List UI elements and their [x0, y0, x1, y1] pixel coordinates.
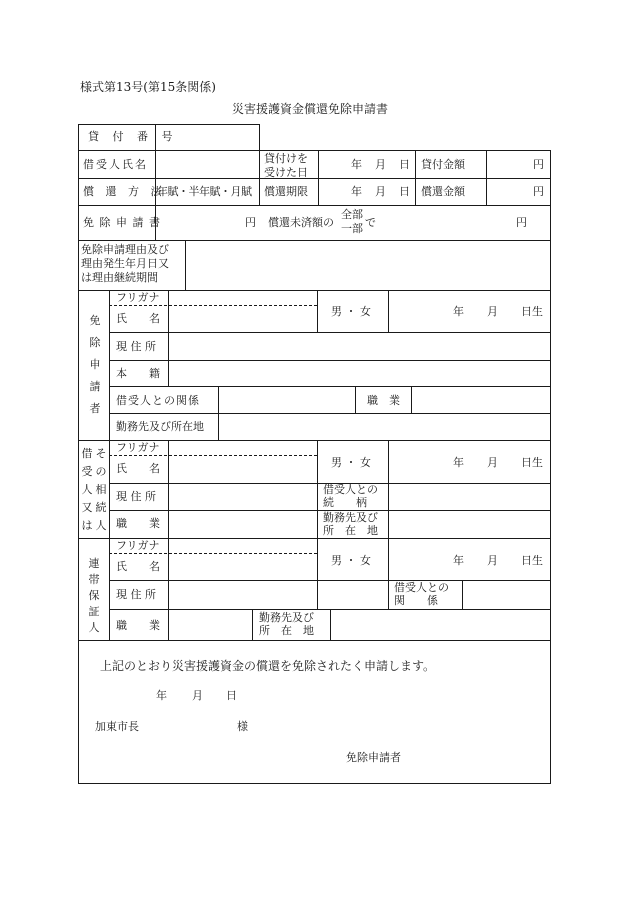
applicant-birth-year: 年: [453, 305, 464, 318]
successor-workplace-field[interactable]: [389, 511, 550, 538]
guarantor-gender: 男 ・ 女: [331, 554, 371, 567]
successor-occupation-field[interactable]: [169, 511, 317, 538]
loan-number-label: 貸 付 番 号: [88, 130, 178, 143]
unpaid-yen: 円: [516, 216, 527, 229]
guarantor-workplace-line-2: 所 在 地: [259, 624, 314, 637]
borrower-name-field[interactable]: [156, 151, 259, 178]
applicant-workplace-label: 勤務先及び所在地: [116, 420, 204, 433]
repay-method-label: 償 還 方 法: [83, 185, 166, 198]
guarantor-furigana-label: フリガナ: [116, 539, 160, 552]
successor-birth-field[interactable]: [389, 441, 550, 483]
successor-workplace-line-1: 勤務先及び: [323, 511, 378, 524]
date-day: 日: [226, 689, 237, 702]
de-suffix: で: [365, 216, 376, 229]
successor-relation-field[interactable]: [389, 484, 550, 510]
unpaid-label: 償還未済額の: [268, 216, 334, 229]
guarantor-workplace-field[interactable]: [331, 610, 550, 640]
applicant-birth-month: 月: [487, 305, 498, 318]
loan-number-field[interactable]: [156, 125, 259, 150]
guarantor-name-field[interactable]: [169, 539, 317, 580]
applicant-name-label: 氏 名: [116, 312, 160, 325]
successor-birth-year: 年: [453, 456, 464, 469]
sama-suffix: 様: [237, 720, 248, 733]
guarantor-birth-day: 日生: [521, 554, 543, 567]
reason-line-2: 理由発生年月日又: [81, 257, 169, 270]
successor-name-label: 氏 名: [116, 462, 160, 475]
guarantor-occupation-field[interactable]: [169, 610, 252, 640]
all-option: 全部: [341, 208, 363, 221]
page-title: 災害援護資金償還免除申請書: [232, 102, 389, 116]
guarantor-workplace-line-1: 勤務先及び: [259, 611, 314, 624]
guarantor-name-label: 氏 名: [116, 560, 160, 573]
repay-deadline-field[interactable]: [319, 179, 415, 205]
loan-date-field[interactable]: [319, 151, 415, 178]
successor-birth-day: 日生: [521, 456, 543, 469]
successor-side-label-col-1: 借受人又は: [81, 447, 93, 532]
repay-amount-label: 償還金額: [421, 185, 465, 198]
applicant-name-field[interactable]: [169, 291, 317, 332]
successor-birth-month: 月: [487, 456, 498, 469]
guarantor-address-field[interactable]: [169, 581, 388, 609]
borrower-name-label: 借受人氏名: [83, 158, 148, 171]
successor-workplace-label: [323, 511, 378, 537]
reason-line-3: は理由継続期間: [81, 271, 158, 284]
loan-amount-field[interactable]: [487, 151, 550, 178]
successor-relation-line-1: 借受人との: [323, 483, 378, 496]
guarantor-birth-field[interactable]: [389, 539, 550, 580]
exemption-amount-yen: 円: [245, 216, 256, 229]
guarantor-birth-year: 年: [453, 554, 464, 567]
loan-date-day: 日: [399, 158, 410, 171]
successor-name-field[interactable]: [169, 441, 317, 483]
loan-date-label: [264, 152, 308, 180]
repay-method-value: 年賦・半年賦・月賦: [157, 185, 252, 198]
footer-applicant-signature-field[interactable]: [410, 746, 540, 768]
successor-gender: 男 ・ 女: [331, 456, 371, 469]
loan-date-year: 年: [351, 158, 362, 171]
reason-field[interactable]: [186, 241, 550, 290]
successor-address-field[interactable]: [169, 484, 317, 510]
successor-occupation-label: 職 業: [116, 517, 160, 530]
guarantor-relation-line-2: 関 係: [394, 594, 438, 607]
successor-relation-line-2: 続 柄: [323, 496, 367, 509]
successor-workplace-line-2: 所 在 地: [323, 524, 378, 537]
loan-amount-label: 貸付金額: [421, 158, 465, 171]
exemption-amount-field[interactable]: [156, 206, 550, 240]
applicant-gender: 男 ・ 女: [331, 305, 371, 318]
successor-side-label-col-2: その相続人: [95, 447, 107, 532]
applicant-relation-label: 借受人との関係: [116, 394, 200, 407]
guarantor-relation-line-1: 借受人との: [394, 581, 449, 594]
applicant-domicile-label: 本 籍: [116, 367, 160, 380]
applicant-occupation-label: 職 業: [367, 394, 400, 407]
repay-amount-yen: 円: [533, 185, 544, 198]
guarantor-relation-field[interactable]: [463, 581, 550, 609]
guarantor-workplace-label: [259, 611, 314, 637]
date-year: 年: [156, 689, 167, 702]
successor-furigana-label: フリガナ: [116, 441, 160, 454]
applicant-domicile-field[interactable]: [169, 361, 550, 386]
applicant-occupation-field[interactable]: [412, 387, 550, 413]
repay-deadline-label: 償還期限: [264, 185, 308, 198]
applicant-workplace-field[interactable]: [219, 414, 550, 440]
applicant-relation-field[interactable]: [219, 387, 355, 413]
reason-line-1: 免除申請理由及び: [81, 243, 169, 256]
footer-applicant-label: 免除申請者: [346, 751, 401, 764]
date-month: 月: [192, 689, 203, 702]
repay-deadline-day: 日: [399, 185, 410, 198]
exemption-amount-label: 免 除 申 請 書: [83, 216, 161, 229]
loan-date-label-line-2: 受けた日: [264, 166, 308, 179]
guarantor-address-label: 現 住 所: [116, 588, 156, 601]
repay-deadline-year: 年: [351, 185, 362, 198]
mayor-label: 加東市長: [95, 720, 139, 733]
repay-deadline-month: 月: [375, 185, 386, 198]
applicant-address-label: 現 住 所: [116, 340, 156, 353]
applicant-furigana-label: フリガナ: [116, 291, 160, 304]
guarantor-birth-month: 月: [487, 554, 498, 567]
part-option: 一部: [341, 222, 363, 235]
loan-date-month: 月: [375, 158, 386, 171]
repay-amount-field[interactable]: [487, 179, 550, 205]
applicant-birth-day: 日生: [521, 305, 543, 318]
successor-address-label: 現 住 所: [116, 490, 156, 503]
loan-amount-yen: 円: [533, 158, 544, 171]
guarantor-occupation-label: 職 業: [116, 619, 160, 632]
date-line[interactable]: [150, 688, 250, 704]
statement-text: 上記のとおり災害援護資金の償還を免除されたく申請します。: [100, 659, 436, 673]
guarantor-relation-label: [394, 581, 449, 607]
reason-label: [81, 243, 169, 285]
guarantor-side-label: 連帯保証人: [88, 557, 100, 634]
successor-relation-label: [323, 483, 378, 509]
form-number: 様式第13号(第15条関係): [80, 80, 216, 94]
applicant-side-label: 免除申請者: [89, 314, 101, 415]
loan-date-label-line-1: 貸付けを: [264, 152, 308, 165]
applicant-address-field[interactable]: [169, 333, 550, 360]
applicant-birth-field[interactable]: [389, 291, 550, 332]
